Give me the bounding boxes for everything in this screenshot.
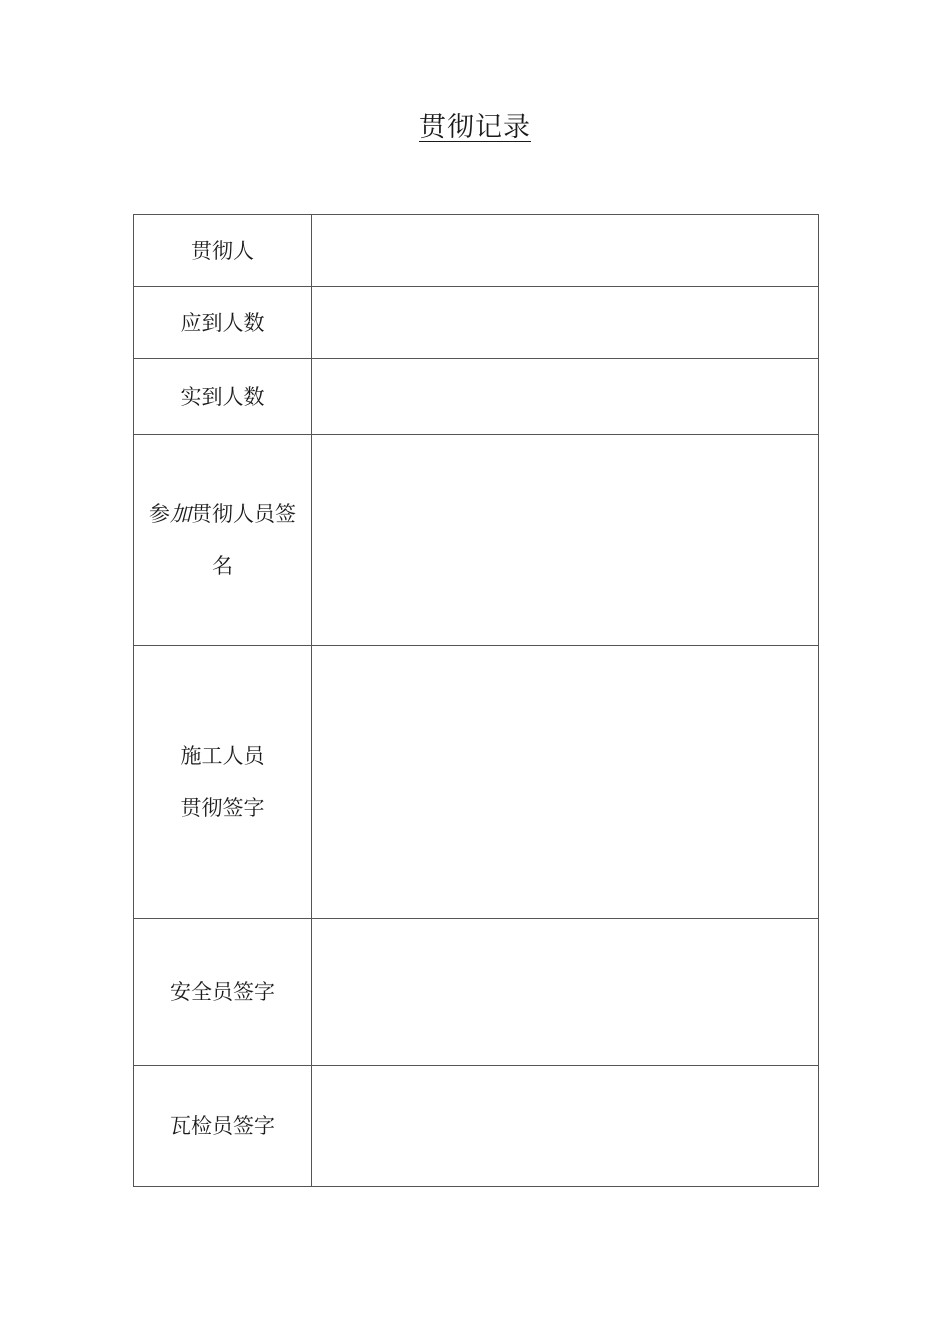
value-construction-signatures[interactable] (312, 646, 819, 919)
value-actual-count[interactable] (312, 359, 819, 435)
label-implementer: 贯彻人 (134, 215, 312, 287)
label-construction-line2: 贯彻签字 (180, 796, 265, 820)
table-row-participant-signatures (134, 435, 819, 646)
value-expected-count[interactable] (312, 287, 819, 359)
table-row-expected-count (134, 287, 819, 359)
label-actual-count: 实到人数 (134, 359, 312, 435)
label-construction-line1: 施工人员 (180, 744, 265, 768)
label-expected-count: 应到人数 (134, 287, 312, 359)
label-gas-inspector: 瓦检员签字 (134, 1066, 312, 1187)
label-participant-signatures-line2: 名 (212, 554, 233, 578)
table-row-safety-officer (134, 919, 819, 1066)
label-construction-signatures (134, 646, 312, 919)
value-participant-signatures[interactable] (312, 435, 819, 646)
record-table (133, 214, 819, 1187)
document-title (0, 108, 950, 148)
label-participant-prefix: 参 (149, 502, 170, 526)
table-row-actual-count (134, 359, 819, 435)
value-safety-officer[interactable] (312, 919, 819, 1066)
table-row-gas-inspector (134, 1066, 819, 1187)
document-title-text: 贯彻记录 (419, 112, 531, 143)
label-participant-signatures (134, 435, 312, 646)
label-safety-officer: 安全员签字 (134, 919, 312, 1066)
value-gas-inspector[interactable] (312, 1066, 819, 1187)
label-participant-italic: 加 (170, 502, 191, 526)
label-participant-signatures-line1 (134, 488, 311, 540)
value-implementer[interactable] (312, 215, 819, 287)
table-row-construction-signatures (134, 646, 819, 919)
label-participant-rest: 贯彻人员签 (191, 502, 296, 526)
table-row-implementer (134, 215, 819, 287)
